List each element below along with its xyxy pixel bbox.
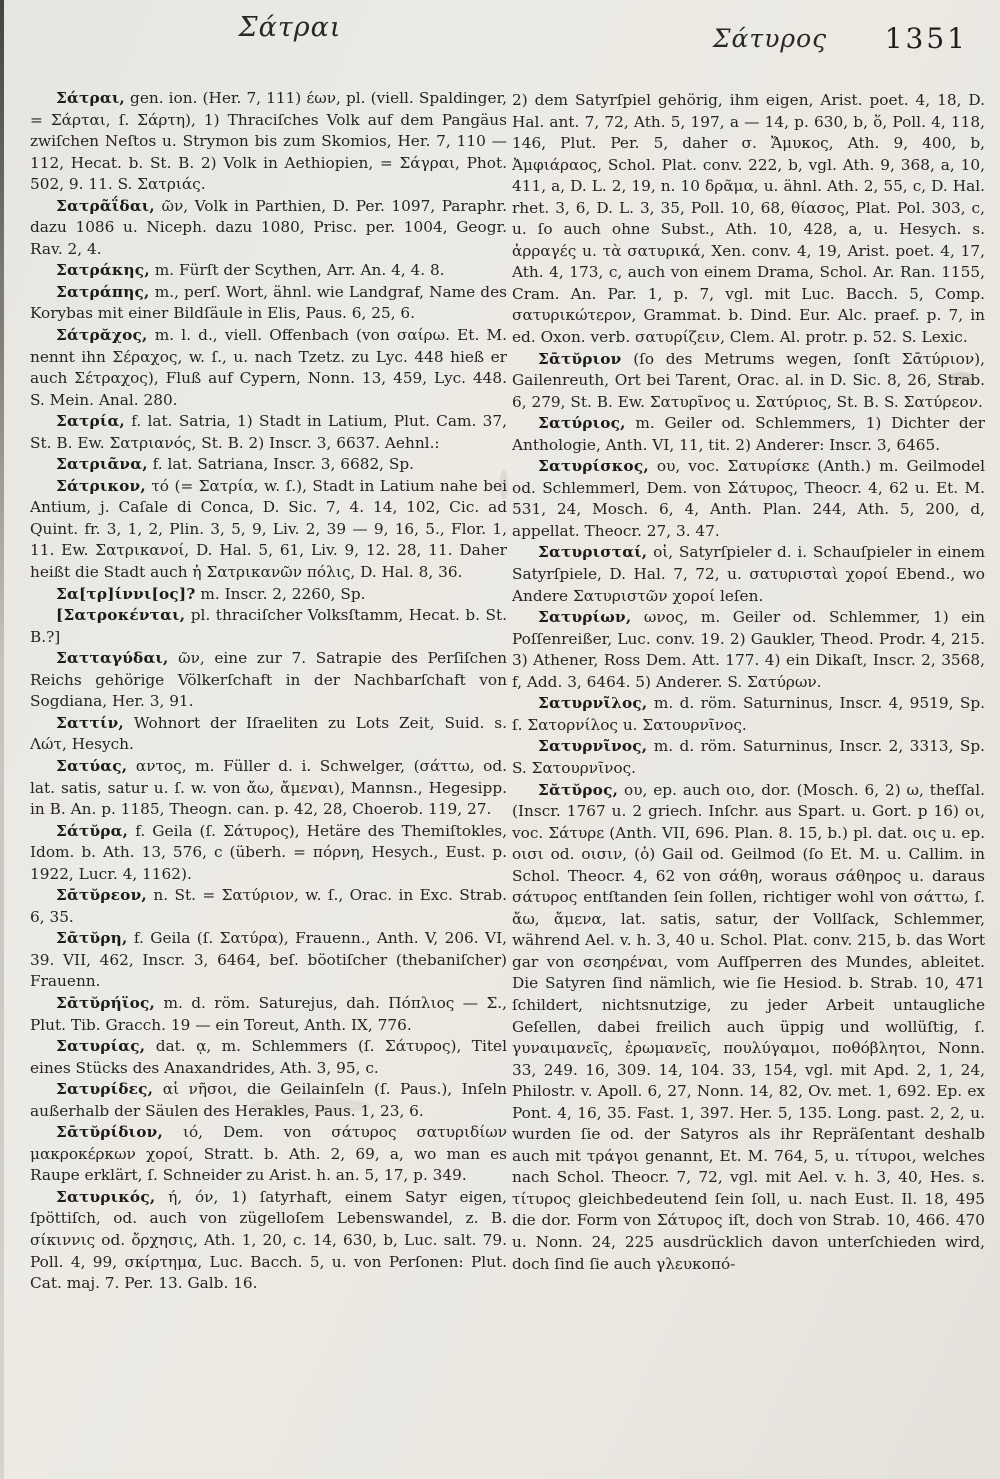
entry-headword: Σατυρνῖνος,	[538, 737, 648, 756]
dictionary-entry	[30, 584, 507, 606]
dictionary-entry	[512, 349, 985, 414]
entry-headword: Σατριᾶνα,	[56, 455, 148, 474]
running-head-left: Σάτραι	[238, 12, 342, 43]
entry-body: ή, όν, 1) ſatyrhaft, einem Satyr eigen, ſpöttiſch, od. auch von zügelloſem Lebenswandel, z. B. σίκιννις od. ὄρχησις, Ath. 1, 20, c. 14, 630, b, Luc. salt. 79. Poll. 4, 99, σκίρτημα, Luc. Bacch. 5, u. von Perſonen: Plut. Cat. maj. 7. Per. 13. Galb. 16.	[30, 1187, 507, 1293]
dictionary-entry	[30, 713, 507, 756]
entry-headword: Σάτρικον,	[56, 476, 146, 495]
dictionary-entry	[30, 605, 507, 648]
entry-headword: Σατράπης,	[56, 282, 150, 301]
dictionary-entry	[30, 648, 507, 713]
dictionary-entry	[30, 282, 507, 325]
page-number: 1351	[884, 22, 968, 55]
entry-headword: Σατυρικός,	[56, 1187, 156, 1206]
entry-body: ῶν, eine zur 7. Satrapie des Perſiſchen Reichs gehörige Völkerſchaft in der Nachbarſchaft von Sogdiana, Her. 3, 91.	[30, 649, 507, 711]
entry-body: τό (= Σατρία, w. ſ.), Stadt in Latium nahe bei Antium, j. Caſale di Conca, D. Sic. 7, 4. 14, 102, Cic. ad Quint. fr. 3, 1, 2, Plin. 3, 5, 9, Liv. 2, 39 — 9, 16, 5., Flor. 1, 11. Ew. Σατρικανοί, D. Hal. 5, 61, Liv. 9, 12. 28, 11. Daher heißt die Stadt auch ἡ Σατρικανῶν πόλις, D. Hal. 8, 36.	[30, 476, 507, 582]
entry-body: dat. ᾳ, m. Schlemmers (ſ. Σάτυρος), Titel eines Stücks des Anaxandrides, Ath. 3, 95, c.	[30, 1037, 507, 1077]
dictionary-entry-continuation	[512, 90, 985, 349]
dictionary-entry	[512, 736, 985, 779]
entry-body: ου, voc. Σατυρίσκε (Anth.) m. Geilmodel od. Schlemmerl, Dem. von Σάτυρος, Theocr. 4, 62 u. Et. M. 531, 24, Mosch. 6, 4, Anth. Plan. 244, Ath. 5, 200, d, appellat. Theocr. 27, 3. 47.	[512, 457, 985, 540]
entry-body: m. Inscr. 2, 2260, Sp.	[200, 584, 366, 603]
dictionary-entry	[30, 1079, 507, 1122]
dictionary-entry	[30, 260, 507, 282]
entry-headword: Σάτῠρα,	[56, 821, 129, 840]
dictionary-entry	[30, 885, 507, 928]
entry-headword: Σάτραι,	[56, 89, 125, 107]
entry-body: ου, ep. auch οιο, dor. (Mosch. 6, 2) ω, theſſal. (Inscr. 1767 u. 2 griech. Inſchr. aus Spart. u. Gort. p 16) οι, voc. Σάτυρε (Anth. VII, 696. Plan. 8. 15, b.) pl. dat. οις u. ep. οισι od. οισιν, (ὁ) Gail od. Geilmod (ſo Et. M. u. Callim. in Schol. Theocr. 4, 62 von σάθη, woraus σάθηρος u. daraus σάτυρος entſtanden ſein ſollen, richtiger wohl von σάττω, ſ. ἄω, ἄμενα, lat. satis, satur, der Vollſack, Schlemmer, während Ael. v. h. 3, 40 u. Schol. Plat. conv. 215, b. das Wort gar von σεσηρέναι, vom Aufſperren des Mundes, ableitet. Die Satyren ſind nämlich, wie ſie Hesiod. b. Strab. 10, 471 ſchildert, nichtsnutzige, zu jeder Arbeit untaugliche Geſellen, dabei freilich auch üppig und wollüſtig, ſ. γυναιμανεῖς, ἐρωμανεῖς, πουλύγαμοι, ποθόβλητοι, Nonn. 33, 249. 16, 309. 14, 104. 33, 154, vgl. mit Apd. 2, 1, 24, Philostr. v. Apoll. 6, 27, Nonn. 14, 82, Ov. met. 1, 692. Ep. ex Pont. 4, 16, 35. Fast. 1, 397. Her. 5, 135. Long. past. 2, 2, u. wurden ſie od. der Satyros als ihr Repräſentant deshalb auch mit τράγοι genannt, Et. M. 764, 5, u. τίτυροι, welches nach Schol. Theocr. 7, 72, vgl. mit Ael. v. h. 3, 40, Hes. s. τίτυρος gleichbedeutend ſein ſoll, u. nach Eust. Il. 18, 495 die dor. Form von Σάτυρος iſt, doch von Strab. 10, 466. 470 u. Nonn. 24, 225 ausdrücklich davon unterſchieden wird, doch ſind ſie auch γλευκοπό-	[512, 780, 985, 1273]
entry-body: m., perſ. Wort, ähnl. wie Landgraf, Name des Korybas mit einer Bildſäule in Elis, Paus. 6, 25, 6.	[30, 282, 507, 323]
entry-body: f. Geila (ſ. Σατύρα), Frauenn., Anth. V, 206. VI, 39. VII, 462, Inscr. 3, 6464, beſ. böotiſcher (thebaniſcher) Frauenn.	[30, 929, 507, 991]
dictionary-entry	[30, 1122, 507, 1187]
entry-headword: Σα[τρ]ίννι[ος]?	[56, 584, 196, 603]
dictionary-entry	[30, 88, 507, 196]
entry-body: m. l. d., viell. Offenbach (von σαίρω. Et. M. nennt ihn Σέραχος, w. ſ., u. nach Tzetz. zu Lyc. 448 hieß er auch Σέτραχος), Fluß auf Cypern, Nonn. 13, 459, Lyc. 448. S. Mein. Anal. 280.	[30, 326, 507, 409]
dictionary-entry	[30, 454, 507, 476]
entry-body: m. Fürſt der Scythen, Arr. An. 4, 4. 8.	[154, 261, 445, 280]
right-column	[512, 90, 985, 1465]
entry-headword: Σατυρίσκος,	[538, 457, 649, 476]
entry-headword: Σατταγύδαι,	[56, 649, 169, 668]
entry-headword: Σᾱτῠρίδιον,	[56, 1123, 164, 1142]
dictionary-entry	[30, 1187, 507, 1295]
entry-headword: Σατρία,	[56, 412, 125, 431]
entry-body: pl. thraciſcher Volksſtamm, Hecat. b. St. B.?]	[30, 606, 507, 646]
left-column	[30, 88, 507, 1438]
entry-headword: Σάτρᾰχος,	[56, 326, 148, 345]
dictionary-entry	[512, 607, 985, 693]
dictionary-entry	[512, 542, 985, 607]
entry-headword: Σατύριος,	[538, 414, 626, 433]
entry-body: οἱ, Satyrſpieler d. i. Schauſpieler in einem Satyrſpiele, D. Hal. 7, 72, u. σατυρισταὶ χοροί Ebend., wo Andere Σατυριστῶν χοροί leſen.	[512, 543, 985, 605]
dictionary-entry	[30, 411, 507, 454]
entry-body: n. St. = Σατύριον, w. ſ., Orac. in Exc. Strab. 6, 35.	[30, 886, 507, 926]
dictionary-entry	[30, 928, 507, 993]
entry-body: gen. ion. (Her. 7, 111) έων, pl. (viell. Spaldinger, = Σάρται, ſ. Σάρτη), 1) Thraciſches Volk auf dem Pangäus zwiſchen Neſtos u. Strymon bis zum Skomios, Her. 7, 110 — 112, Hecat. b. St. B. 2) Volk in Aethiopien, = Σάγραι, Phot. 502, 9. 11. S. Σατριάς.	[30, 89, 507, 194]
entry-headword: Σᾱτῠρεον,	[56, 886, 147, 905]
entry-headword: Σατύας,	[56, 756, 128, 775]
entry-body: ῶν, Volk in Parthien, D. Per. 1097, Paraphr. dazu 1086 u. Niceph. dazu 1080, Prisc. per. 1004, Geogr. Rav. 2, 4.	[30, 196, 507, 258]
entry-body: f. lat. Satria, 1) Stadt in Latium, Plut. Cam. 37, St. B. Ew. Σατριανός, St. B. 2) Inscr. 3, 6637. Aehnl.:	[30, 412, 507, 452]
entry-body: m. Geiler od. Schlemmers, 1) Dichter der Anthologie, Anth. VI, 11, tit. 2) Anderer: Inscr. 3, 6465.	[512, 414, 985, 454]
entry-headword: Σατυρίας,	[56, 1037, 146, 1056]
dictionary-entry	[30, 325, 507, 411]
entry-headword: Σατυρισταί,	[538, 543, 648, 562]
entry-headword: Σατρᾶΐδαι,	[56, 196, 155, 215]
dictionary-entry	[512, 456, 985, 542]
entry-body: 2) dem Satyrſpiel gehörig, ihm eigen, Arist. poet. 4, 18, D. Hal. ant. 7, 72, Ath. 5, 197, a — 14, p. 630, b, ὅ, Poll. 4, 118, 146, Plut. Per. 5, daher σ. Ἄμυκος, Ath. 9, 400, b, Ἀμφιάραος, Schol. Plat. conv. 222, b, vgl. Ath. 9, 368, a, 10, 411, a, D. L. 2, 19, n. 10 δρᾶμα, u. ähnl. Ath. 2, 55, c, D. Hal. rhet. 3, 6, D. L. 3, 35, Poll. 10, 68, θίασος, Plat. Pol. 303, c, u. ſo auch ohne Subst., Ath. 10, 428, a, u. Hesych. s. ἀρραγές u. τὰ σατυρικά, Xen. conv. 4, 19, Arist. poet. 4, 17, Ath. 4, 173, c, auch von einem Drama, Schol. Ar. Ran. 1155, Cram. An. Par. 1, p. 7, vgl. mit Luc. Bacch. 5, Comp. σατυρικώτερον, Grammat. b. Dind. Eur. Alc. praef. p. 7, in ed. Oxon. verb. σατυρίζειν, Clem. Al. protr. p. 52. S. Lexic.	[512, 91, 985, 347]
dictionary-entry	[512, 413, 985, 456]
dictionary-entry	[30, 993, 507, 1036]
entry-body: Wohnort der Iſraeliten zu Lots Zeit, Suid. s. Λώτ, Hesych.	[30, 713, 507, 754]
entry-body: ωνος, m. Geiler od. Schlemmer, 1) ein Poſſenreißer, Luc. conv. 19. 2) Gaukler, Theod. Prodr. 4, 215. 3) Athener, Ross Dem. Att. 177. 4) ein Dikaſt, Inscr. 2, 3568, f, Add. 3, 6464. 5) Anderer. S. Σατύρων.	[512, 608, 985, 691]
running-head-right: Σάτυρος	[712, 24, 828, 53]
entry-headword: Σαττίν,	[56, 713, 124, 732]
scan-edge-artifact	[0, 0, 4, 1479]
entry-headword: Σατυρνῖλος,	[538, 694, 648, 713]
dictionary-entry	[512, 693, 985, 736]
entry-headword: Σᾱτῠρήϊος,	[56, 993, 156, 1012]
entry-body: f. lat. Satriana, Inscr. 3, 6682, Sp.	[152, 455, 415, 474]
entry-body: m. d. röm. Saturejus, dah. Πόπλιος — Σ., Plut. Tib. Gracch. 19 — ein Toreut, Anth. IX, 776.	[30, 993, 507, 1034]
entry-headword: [Σατροκένται,	[56, 606, 186, 625]
entry-body: ιό, Dem. von σάτυρος σατυριδίων μακροκέρκων χοροί, Stratt. b. Ath. 2, 69, a, wo man es Raupe erklärt, ſ. Schneider zu Arist. h. an. 5, 17, p. 349.	[30, 1123, 507, 1185]
dictionary-entry	[30, 196, 507, 261]
dictionary-entry	[512, 780, 985, 1276]
entry-body: (ſo des Metrums wegen, ſonſt Σᾱτύριον), Gailenreuth, Ort bei Tarent, Orac. al. in D. Sic. 8, 26, Strab. 6, 279, St. B. Ew. Σατυρῖνος u. Σατύριος, St. B. S. Σατύρεον.	[512, 349, 985, 411]
entry-headword: Σατυρίδες,	[56, 1080, 154, 1099]
dictionary-entry	[30, 1036, 507, 1079]
entry-body: m. d. röm. Saturninus, Inscr. 4, 9519, Sp. ſ. Σατορνίλος u. Σατουρνῖνος.	[512, 694, 985, 734]
entry-body: m. d. röm. Saturninus, Inscr. 2, 3313, Sp. S. Σατουρνῖνος.	[512, 737, 985, 777]
entry-headword: Σατυρίων,	[538, 608, 632, 627]
dictionary-entry	[30, 821, 507, 886]
entry-headword: Σᾰτῠρος,	[538, 780, 619, 799]
entry-body: f. Geila (ſ. Σάτυρος), Hetäre des Themiſtokles, Idom. b. Ath. 13, 576, c (überh. = πόρνη, Hesych., Eust. p. 1922, Lucr. 4, 1162).	[30, 821, 507, 883]
entry-body: αἱ νῆσοι, die Geilainſeln (ſ. Paus.), Inſeln außerhalb der Säulen des Herakles, Paus. 1, 23, 6.	[30, 1080, 507, 1120]
entry-headword: Σᾱτῠριον	[538, 349, 622, 368]
entry-body: αντος, m. Füller d. i. Schwelger, (σάττω, od. lat. satis, satur u. ſ. w. von ἄω, ἄμεναι), Mannsn., Hegesipp. in B. An. p. 1185, Theogn. can. p. 42, 28, Choerob. 119, 27.	[30, 756, 507, 819]
dictionary-entry	[30, 756, 507, 821]
entry-headword: Σατράκης,	[56, 261, 150, 280]
dictionary-entry	[30, 476, 507, 584]
entry-headword: Σᾱτῠρη,	[56, 929, 128, 948]
